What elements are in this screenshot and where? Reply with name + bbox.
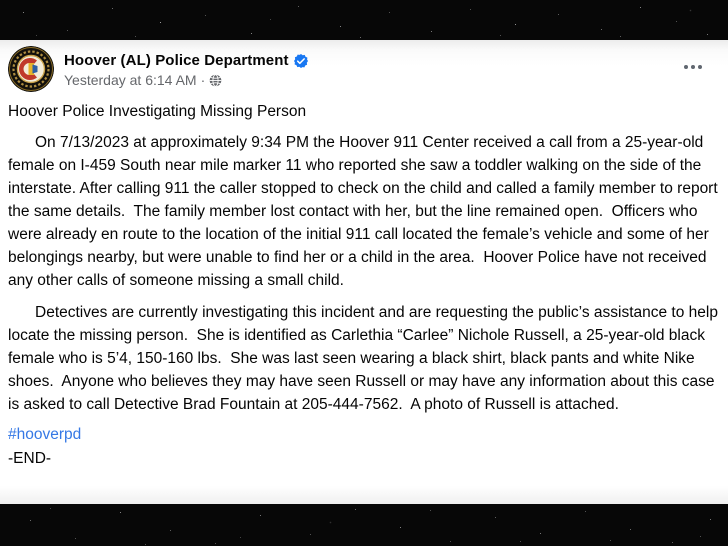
post-paragraph-1: On 7/13/2023 at approximately 9:34 PM the Hoover 911 Center received a call from a 25-year-old female on I-459 South near mile marker 11 who reported she saw a toddler walking on the side of the interstate. After calling 911 the caller stopped to check on the child and called a family member to report the same details. The family member lost contact with her, but the line remained open. Officers who were already en route to the location of the initial 911 call located the female’s vehicle and some of her belongings nearby, but were unable to find her or a child in the area. Hoover Police have not received any other calls of someone missing a small child. [8, 134, 722, 289]
badge-blue-shape [33, 65, 38, 74]
post-body [8, 100, 723, 470]
ellipsis-dot [691, 65, 695, 69]
post-options-button[interactable] [680, 61, 706, 73]
post-header [8, 45, 718, 93]
ellipsis-dot [684, 65, 688, 69]
facebook-post-card [0, 40, 728, 504]
verified-badge-icon [294, 54, 308, 68]
ellipsis-dot [698, 65, 702, 69]
post-timestamp[interactable]: Yesterday at 6:14 AM [64, 71, 197, 88]
avatar[interactable] [8, 46, 54, 92]
post-title: Hoover Police Investigating Missing Person [8, 103, 307, 120]
background-speckle-texture [0, 0, 1, 1]
author-name[interactable]: Hoover (AL) Police Department [64, 51, 289, 69]
globe-icon [209, 74, 222, 87]
post-paragraph-2: Detectives are currently investigating this incident and are requesting the public’s assistance to help locate the missing person. She is identified as Carlethia “Carlee” Nichole Russell, a 25-year-old black female who is 5’4, 150-160 lbs. She was last seen wearing a black shirt, black pants and white Nike shoes. Anyone who believes they may have seen Russell or may have any information about this case is asked to call Detective Brad Fountain at 205-444-7562. A photo of Russell is attached. [8, 304, 723, 413]
hashtag-link[interactable]: #hooverpd [8, 426, 82, 443]
timestamp-separator: · [200, 71, 206, 88]
end-marker: -END- [8, 450, 52, 467]
post-header-text [64, 51, 308, 88]
